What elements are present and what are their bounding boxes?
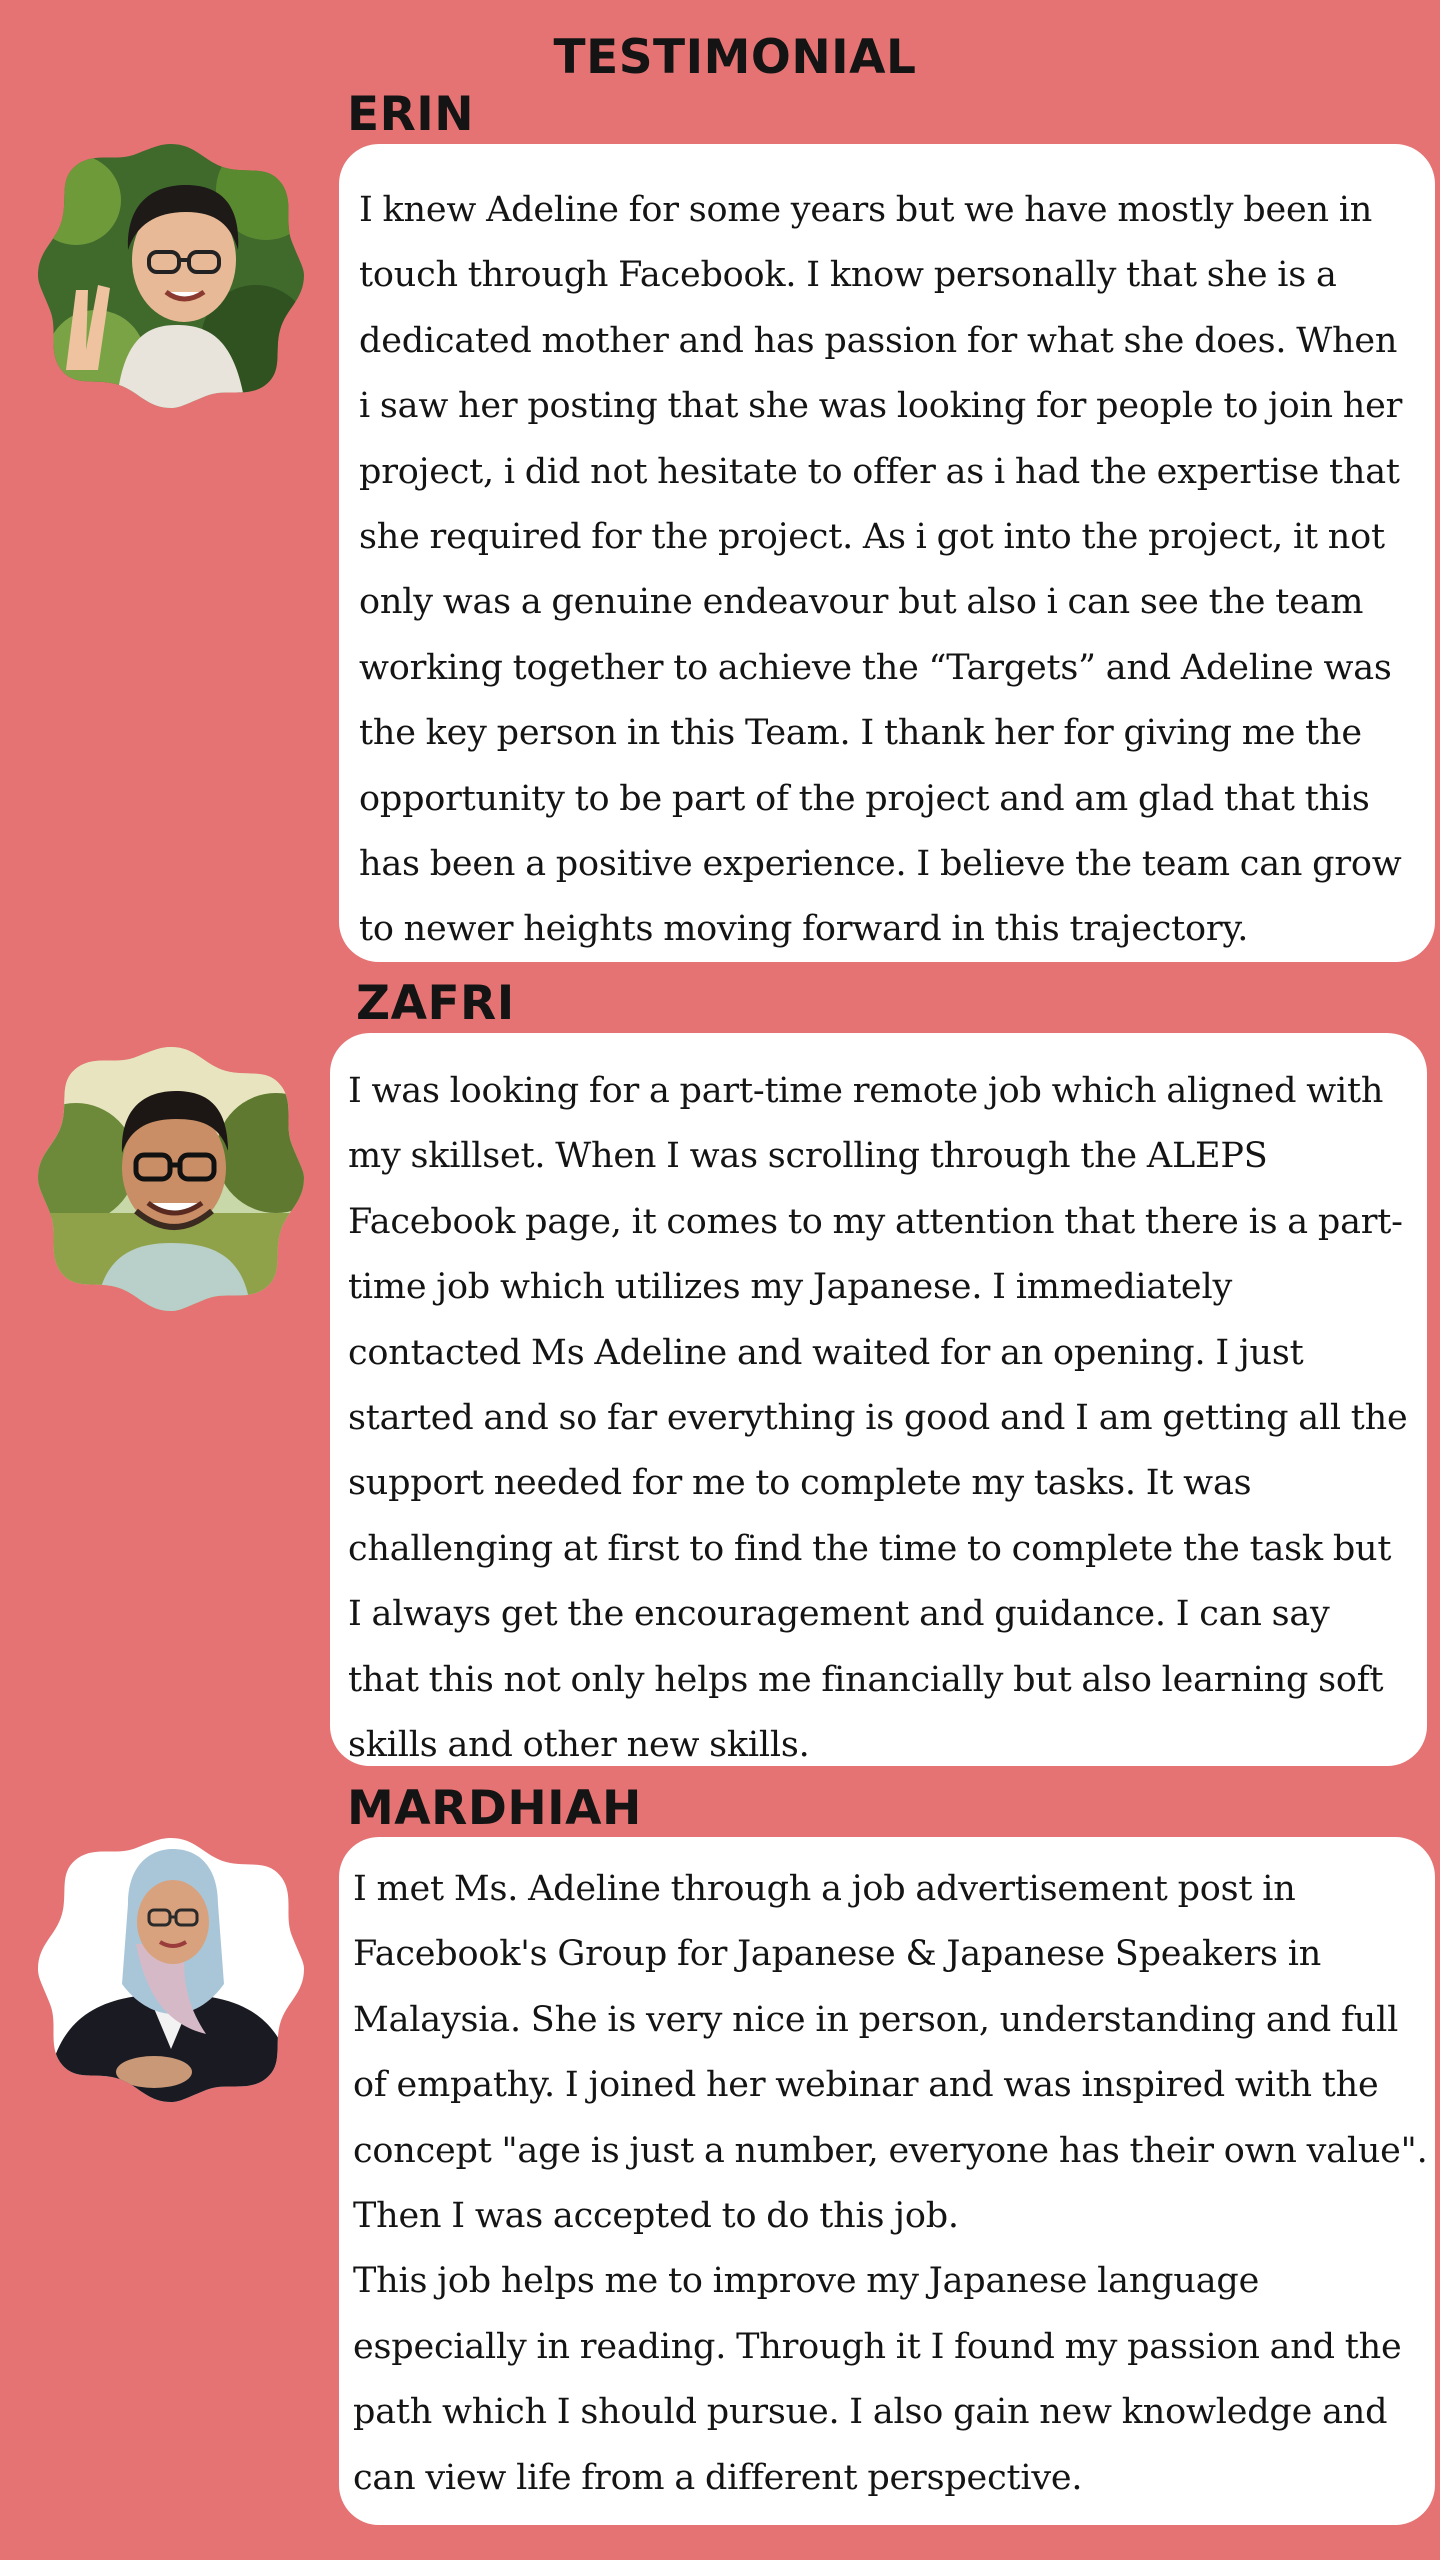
avatar-mardhiah xyxy=(36,1834,306,2104)
testimonial-name-mardhiah: MARDHIAH xyxy=(347,1781,642,1836)
testimonial-paragraph: I was looking for a part-time remote job which aligned with my skillset. When I was scrolling through the ALEPS Facebook page, it comes to my attention that there is a part-time job which utilizes my Japanese. I immediately contacted Ms Adeline and waited for an opening. I just started and so far everything is good and I am getting all the support needed for me to complete my tasks. It was challenging at first to find the time to complete the task but I always get the encouragement and guidance. I can say that this not only helps me financially but also learning soft skills and other new skills. xyxy=(348,1071,1408,1766)
testimonial-text-zafri xyxy=(348,1059,1409,1766)
testimonial-paragraph: I knew Adeline for some years but we have mostly been in touch through Facebook. I know personally that she is a dedicated mother and has passion for what she does. When i saw her posting that she was looking for people to join her project, i did not hesitate to offer as i had the expertise that she required for the project. As i got into the project, it not only was a genuine endeavour but also i can see the team working together to achieve the “Targets” and Adeline was the key person in this Team. I thank her for giving me the opportunity to be part of the project and am glad that this has been a positive experience. I believe the team can grow to newer heights moving forward in this trajectory. xyxy=(359,190,1403,950)
testimonial-name-zafri: ZAFRI xyxy=(356,976,515,1031)
testimonial-paragraph: This job helps me to improve my Japanese language especially in reading. Through it I found my passion and the path which I should pursue. I also gain new knowledge and can view life from a different perspective. xyxy=(353,2261,1402,2498)
avatar-zafri xyxy=(36,1043,306,1313)
person-photo-icon xyxy=(36,1834,306,2104)
avatar-erin xyxy=(36,140,306,410)
testimonial-text-mardhiah xyxy=(353,1857,1435,2511)
testimonial-paragraph: I met Ms. Adeline through a job advertisement post in Facebook's Group for Japanese & Japanese Speakers in Malaysia. She is very nice in person, understanding and full of empathy. I joined her webinar and was inspired with the concept "age is just a number, everyone has their own value". Then I was accepted to do this job. xyxy=(353,1869,1428,2237)
testimonial-text-erin xyxy=(359,178,1413,962)
testimonial-name-erin: ERIN xyxy=(347,87,475,142)
testimonial-card-zafri xyxy=(330,1033,1427,1766)
person-photo-icon xyxy=(36,1043,306,1313)
testimonial-card-erin xyxy=(339,144,1435,962)
testimonial-card-mardhiah xyxy=(339,1837,1435,2525)
page-title: TESTIMONIAL xyxy=(553,30,917,85)
person-photo-icon xyxy=(36,140,306,410)
